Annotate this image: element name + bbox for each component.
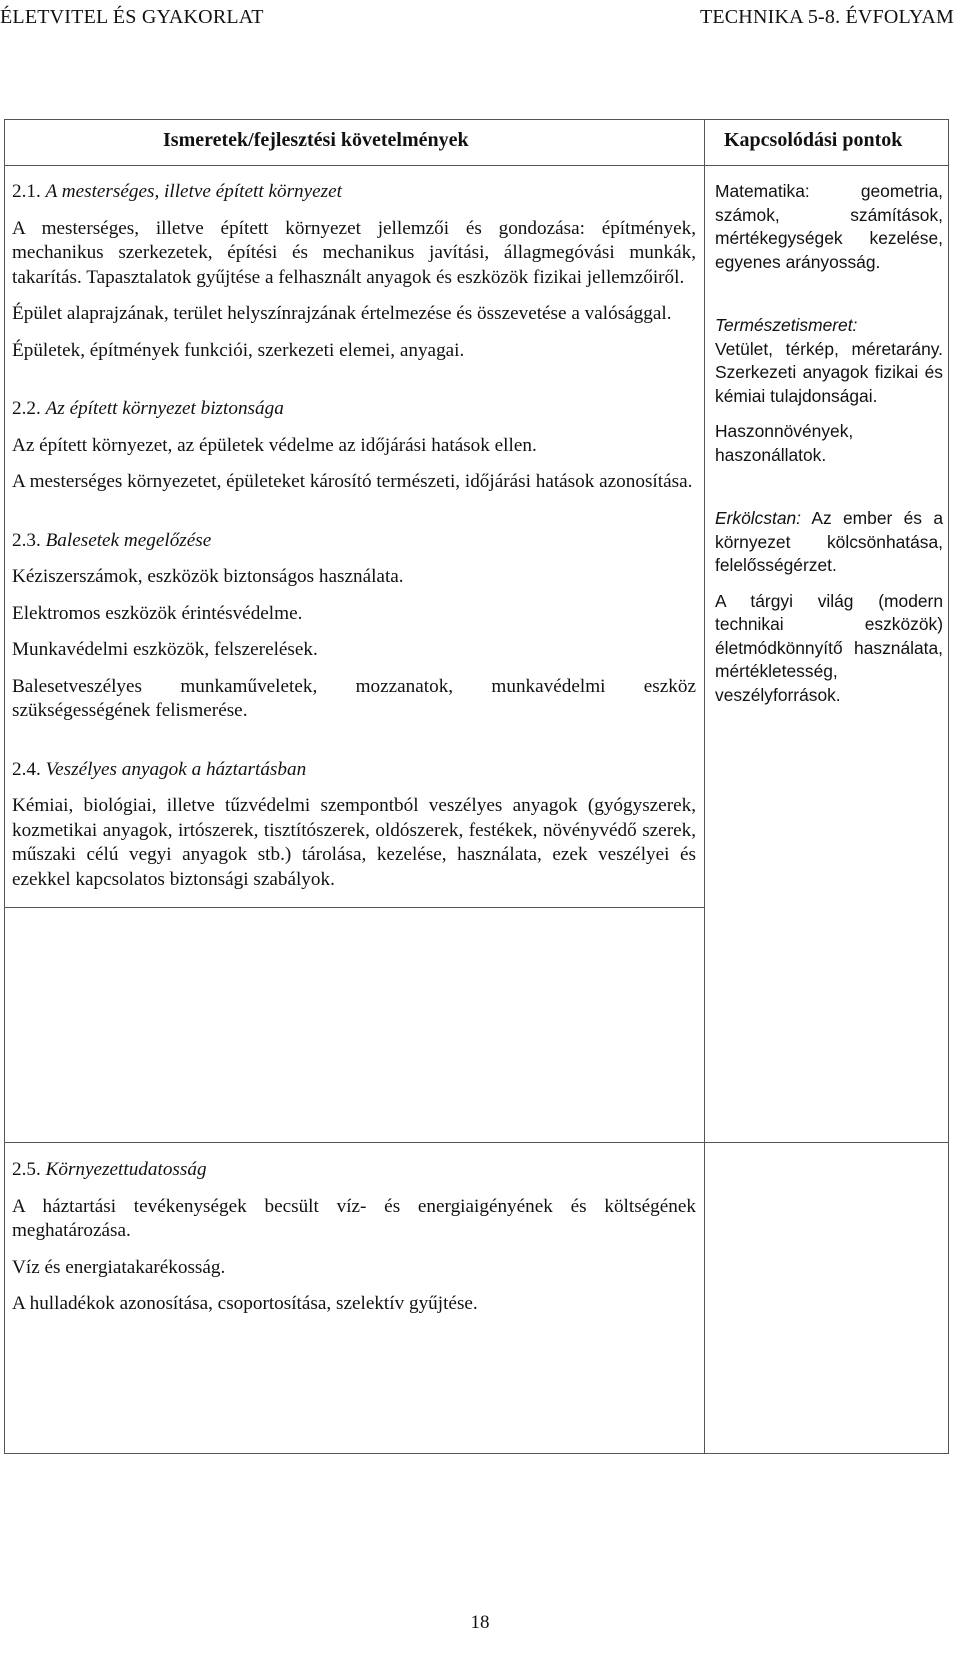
section-number: 2.5. bbox=[12, 1159, 41, 1180]
header-right-text: TECHNIKA 5-8. ÉVFOLYAM bbox=[699, 6, 954, 28]
running-header bbox=[0, 6, 960, 34]
connection-matematika: Matematika: geometria, számok, számítások, mértékegységek kezelése, egyenes arányosság. bbox=[715, 181, 943, 272]
connection-termeszetismeret-text: Vetület, térkép, méretarány. Szerkezeti anyagok fizikai és kémiai tulajdonságai. bbox=[715, 338, 943, 406]
paragraph: Az épített környezet, az épületek védelme az időjárási hatások ellen. bbox=[12, 434, 537, 456]
requirements-column bbox=[12, 180, 696, 926]
section-title-text: Az épített környezet biztonsága bbox=[45, 398, 284, 419]
connection-erkolcstan-text: Az ember és a környezet kölcsönhatása, felelősségérzet. bbox=[715, 508, 943, 575]
paragraph: Épületek, építmények funkciói, szerkezeti elemei, anyagai. bbox=[12, 339, 465, 361]
section-2-1 bbox=[12, 180, 696, 363]
paragraph: A háztartási tevékenységek becsült víz- és energiaigényének és költségének meghatározása. bbox=[12, 1195, 696, 1241]
connection-subject-erkolcstan: Erkölcstan: bbox=[715, 508, 802, 528]
page-number: 18 bbox=[470, 1612, 490, 1633]
paragraph: Munkavédelmi eszközök, felszerelések. bbox=[12, 639, 318, 660]
connection-targyi-vilag: A tárgyi világ (modern technikai eszközök) életmódkönnyítő használata, mértékletesség, veszélyforrások. bbox=[715, 590, 943, 705]
requirements-column-row2 bbox=[12, 1158, 696, 1351]
paragraph: Kémiai, biológiai, illetve tűzvédelmi szempontból veszélyes anyagok (gyógyszerek, kozmetikai anyagok, irtószerek, tisztítószerek, oldószerek, festékek, növényvédő szerek, műszaki célú vegyi anyagok stb.) tárolása, kezelése, használata, ezek veszélyei és ezekkel kapcsolatos biztonsági szabályok. bbox=[12, 795, 696, 890]
paragraph: Épület alaprajzának, terület helyszínrajzának értelmezése és összevetése a valósággal. bbox=[12, 303, 672, 324]
header-requirements: Ismeretek/fejlesztési követelmények bbox=[163, 129, 469, 151]
section-title bbox=[12, 180, 696, 205]
header-connections: Kapcsolódási pontok bbox=[724, 129, 903, 151]
connection-termeszetismeret-text-2: Haszonnövények, haszonállatok. bbox=[715, 421, 854, 465]
section-2-5 bbox=[12, 1158, 696, 1317]
section-title-text: Környezettudatosság bbox=[45, 1159, 207, 1180]
header-row-divider bbox=[4, 165, 949, 166]
section-title bbox=[12, 758, 696, 783]
section-2-4 bbox=[12, 758, 696, 893]
section-title bbox=[12, 529, 696, 554]
paragraph: A mesterséges, illetve épített környezet jellemzői és gondozása: építmények, mechanikus szerkezetek, építési és mechanikus javítási, állagmegóvási munkák, takarítás. Tapasztalatok gyűjtése a felhasznált anyagok és eszközök fizikai jellemzőiről. bbox=[12, 217, 696, 288]
paragraph: A mesterséges környezetet, épületeket károsító természeti, időjárási hatások azonosítása. bbox=[12, 471, 693, 492]
section-number: 2.3. bbox=[12, 529, 41, 551]
section-title-text: Balesetek megelőzése bbox=[45, 529, 212, 551]
row-divider bbox=[4, 1142, 949, 1143]
section-number: 2.1. bbox=[12, 181, 41, 202]
column-divider bbox=[704, 119, 705, 1454]
paragraph: Víz és energiatakarékosság. bbox=[12, 1256, 226, 1278]
connection-erkolcstan bbox=[715, 507, 943, 578]
header-left-text: ÉLETVITEL ÉS GYAKORLAT bbox=[0, 6, 264, 28]
paragraph: Balesetveszélyes munkaműveletek, mozzanatok, munkavédelmi eszköz szükségességének felismerése. bbox=[12, 675, 696, 721]
paragraph: A hulladékok azonosítása, csoportosítása, szelektív gyűjtése. bbox=[12, 1293, 478, 1314]
connections-column bbox=[715, 180, 943, 719]
section-2-2 bbox=[12, 397, 696, 495]
section-title bbox=[12, 1158, 696, 1183]
section-2-3 bbox=[12, 529, 696, 724]
connection-subject-termeszetismeret: Természetismeret: bbox=[715, 315, 858, 335]
section-title bbox=[12, 397, 696, 422]
section-number: 2.2. bbox=[12, 398, 41, 419]
paragraph: Elektromos eszközök érintésvédelme. bbox=[12, 602, 303, 624]
section-title-text: A mesterséges, illetve épített környezet bbox=[45, 181, 342, 202]
section-number: 2.4. bbox=[12, 758, 41, 780]
paragraph: Kéziszerszámok, eszközök biztonságos használata. bbox=[12, 566, 404, 587]
section-title-text: Veszélyes anyagok a háztartásban bbox=[45, 758, 307, 780]
